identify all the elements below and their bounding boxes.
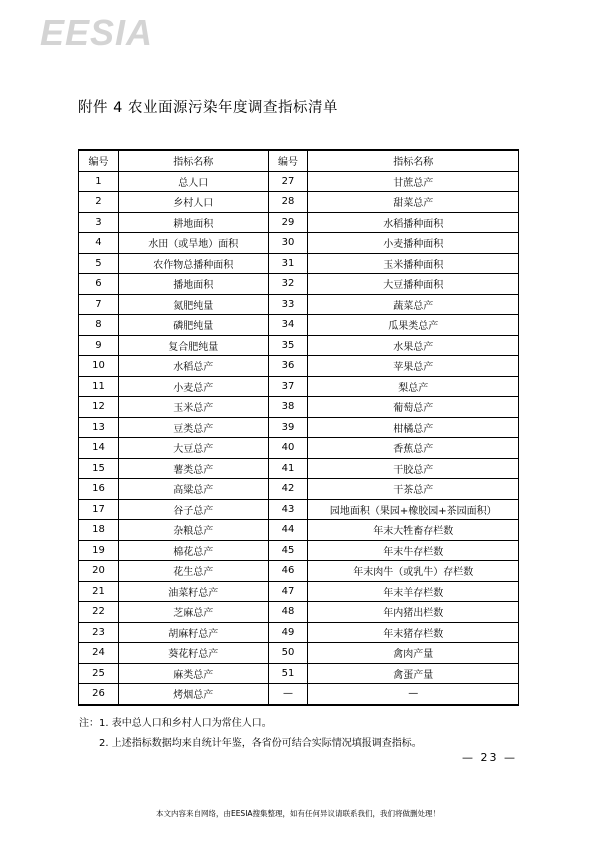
header-name-1: 指标名称 xyxy=(118,150,268,171)
row-name-left: 农作物总播种面积 xyxy=(118,253,268,274)
table-row xyxy=(79,171,519,192)
row-name-right: 年末大牲畜存栏数 xyxy=(308,520,519,541)
eesia-logo: EESIA xyxy=(40,12,154,53)
row-name-right: 甘蔗总产 xyxy=(308,171,519,192)
row-name-left: 氮肥纯量 xyxy=(118,294,268,315)
table-row xyxy=(79,212,519,233)
table-row xyxy=(79,397,519,418)
row-name-right: 梨总产 xyxy=(308,376,519,397)
row-name-right: 年末猪存栏数 xyxy=(308,622,519,643)
row-number-left: 2 xyxy=(79,192,119,213)
row-number-right: 45 xyxy=(268,540,308,561)
row-number-right: 30 xyxy=(268,233,308,254)
row-number-right: 33 xyxy=(268,294,308,315)
row-name-left: 水稻总产 xyxy=(118,356,268,377)
row-name-left: 玉米总产 xyxy=(118,397,268,418)
table-row xyxy=(79,643,519,664)
row-number-right: 48 xyxy=(268,602,308,623)
row-number-left: 13 xyxy=(79,417,119,438)
row-number-right: 32 xyxy=(268,274,308,295)
table-row xyxy=(79,294,519,315)
header-name-2: 指标名称 xyxy=(308,150,519,171)
table-header-row xyxy=(79,150,519,171)
table-row xyxy=(79,417,519,438)
row-number-left: 20 xyxy=(79,561,119,582)
row-number-right: 49 xyxy=(268,622,308,643)
table-row xyxy=(79,458,519,479)
row-number-left: 16 xyxy=(79,479,119,500)
row-number-left: 26 xyxy=(79,684,119,705)
row-name-right: — xyxy=(308,684,519,705)
document-title: 附件 4 农业面源污染年度调查指标清单 xyxy=(78,100,338,116)
row-name-left: 杂粮总产 xyxy=(118,520,268,541)
row-name-right: 园地面积（果园+橡胶园+茶园面积） xyxy=(308,499,519,520)
row-number-right: 27 xyxy=(268,171,308,192)
table-row xyxy=(79,274,519,295)
row-name-left: 大豆总产 xyxy=(118,438,268,459)
row-number-left: 21 xyxy=(79,581,119,602)
row-name-left: 小麦总产 xyxy=(118,376,268,397)
table-row xyxy=(79,479,519,500)
row-number-left: 14 xyxy=(79,438,119,459)
table-row xyxy=(79,684,519,705)
row-number-left: 7 xyxy=(79,294,119,315)
row-name-left: 麻类总产 xyxy=(118,663,268,684)
row-name-right: 年末牛存栏数 xyxy=(308,540,519,561)
row-name-left: 烤烟总产 xyxy=(118,684,268,705)
row-name-left: 乡村人口 xyxy=(118,192,268,213)
row-name-left: 水田（或旱地）面积 xyxy=(118,233,268,254)
row-number-left: 24 xyxy=(79,643,119,664)
row-number-right: 39 xyxy=(268,417,308,438)
row-name-right: 柑橘总产 xyxy=(308,417,519,438)
row-number-left: 25 xyxy=(79,663,119,684)
row-number-right: 31 xyxy=(268,253,308,274)
row-number-right: 44 xyxy=(268,520,308,541)
row-name-right: 干茶总产 xyxy=(308,479,519,500)
row-name-right: 年末羊存栏数 xyxy=(308,581,519,602)
row-number-left: 1 xyxy=(79,171,119,192)
row-name-right: 水稻播种面积 xyxy=(308,212,519,233)
row-number-left: 5 xyxy=(79,253,119,274)
row-number-left: 3 xyxy=(79,212,119,233)
row-name-left: 葵花籽总产 xyxy=(118,643,268,664)
row-number-left: 9 xyxy=(79,335,119,356)
row-number-left: 15 xyxy=(79,458,119,479)
table-row xyxy=(79,356,519,377)
table-row xyxy=(79,663,519,684)
row-name-right: 禽肉产量 xyxy=(308,643,519,664)
row-number-right: 51 xyxy=(268,663,308,684)
footer-disclaimer: 本文内容来自网络，由EESIA搜集整理，如有任何异议请联系我们，我们将做删处理！ xyxy=(155,809,441,818)
row-name-right: 小麦播种面积 xyxy=(308,233,519,254)
table-row xyxy=(79,315,519,336)
table-row xyxy=(79,520,519,541)
row-number-right: 36 xyxy=(268,356,308,377)
row-number-right: 34 xyxy=(268,315,308,336)
page-number: — 23 — xyxy=(462,751,517,764)
row-name-left: 磷肥纯量 xyxy=(118,315,268,336)
row-name-left: 胡麻籽总产 xyxy=(118,622,268,643)
row-name-right: 大豆播种面积 xyxy=(308,274,519,295)
row-name-left: 播地面积 xyxy=(118,274,268,295)
row-name-right: 禽蛋产量 xyxy=(308,663,519,684)
row-name-right: 香蕉总产 xyxy=(308,438,519,459)
table-row xyxy=(79,561,519,582)
row-number-left: 17 xyxy=(79,499,119,520)
table-row xyxy=(79,253,519,274)
row-number-left: 19 xyxy=(79,540,119,561)
row-name-left: 花生总产 xyxy=(118,561,268,582)
row-number-right: 46 xyxy=(268,561,308,582)
row-name-left: 油菜籽总产 xyxy=(118,581,268,602)
row-number-right: 29 xyxy=(268,212,308,233)
row-name-right: 蔬菜总产 xyxy=(308,294,519,315)
row-number-left: 6 xyxy=(79,274,119,295)
row-name-right: 甜菜总产 xyxy=(308,192,519,213)
row-name-left: 谷子总产 xyxy=(118,499,268,520)
row-name-left: 高粱总产 xyxy=(118,479,268,500)
row-number-left: 22 xyxy=(79,602,119,623)
row-number-right: — xyxy=(268,684,308,705)
table-row xyxy=(79,499,519,520)
row-number-left: 11 xyxy=(79,376,119,397)
row-number-right: 47 xyxy=(268,581,308,602)
row-name-left: 耕地面积 xyxy=(118,212,268,233)
notes xyxy=(79,714,422,754)
row-number-right: 38 xyxy=(268,397,308,418)
row-name-right: 苹果总产 xyxy=(308,356,519,377)
row-number-right: 37 xyxy=(268,376,308,397)
row-number-right: 28 xyxy=(268,192,308,213)
table-row xyxy=(79,540,519,561)
row-name-left: 芝麻总产 xyxy=(118,602,268,623)
table-row xyxy=(79,622,519,643)
row-number-right: 50 xyxy=(268,643,308,664)
table-row xyxy=(79,438,519,459)
note-2: 2. 上述指标数据均来自统计年鉴，各省份可结合实际情况填报调查指标。 xyxy=(99,738,422,749)
row-number-left: 4 xyxy=(79,233,119,254)
row-name-right: 葡萄总产 xyxy=(308,397,519,418)
row-number-right: 40 xyxy=(268,438,308,459)
row-name-right: 瓜果类总产 xyxy=(308,315,519,336)
row-name-left: 棉花总产 xyxy=(118,540,268,561)
header-number-2: 编号 xyxy=(268,150,308,171)
row-number-left: 8 xyxy=(79,315,119,336)
table-row xyxy=(79,233,519,254)
table-row xyxy=(79,192,519,213)
row-number-left: 23 xyxy=(79,622,119,643)
row-number-right: 42 xyxy=(268,479,308,500)
row-name-right: 玉米播种面积 xyxy=(308,253,519,274)
row-number-left: 12 xyxy=(79,397,119,418)
row-name-left: 豆类总产 xyxy=(118,417,268,438)
table-row xyxy=(79,602,519,623)
row-name-right: 水果总产 xyxy=(308,335,519,356)
header-number-1: 编号 xyxy=(79,150,119,171)
row-number-left: 18 xyxy=(79,520,119,541)
row-number-right: 43 xyxy=(268,499,308,520)
row-number-right: 41 xyxy=(268,458,308,479)
row-name-left: 薯类总产 xyxy=(118,458,268,479)
row-name-right: 年末肉牛（或乳牛）存栏数 xyxy=(308,561,519,582)
row-name-left: 总人口 xyxy=(118,171,268,192)
note-1: 注：1. 表中总人口和乡村人口为常住人口。 xyxy=(79,718,272,729)
indicator-table xyxy=(78,149,519,706)
row-name-left: 复合肥纯量 xyxy=(118,335,268,356)
table-row xyxy=(79,581,519,602)
row-name-right: 年内猪出栏数 xyxy=(308,602,519,623)
row-name-right: 干胶总产 xyxy=(308,458,519,479)
row-number-left: 10 xyxy=(79,356,119,377)
table-row xyxy=(79,335,519,356)
table-row xyxy=(79,376,519,397)
row-number-right: 35 xyxy=(268,335,308,356)
